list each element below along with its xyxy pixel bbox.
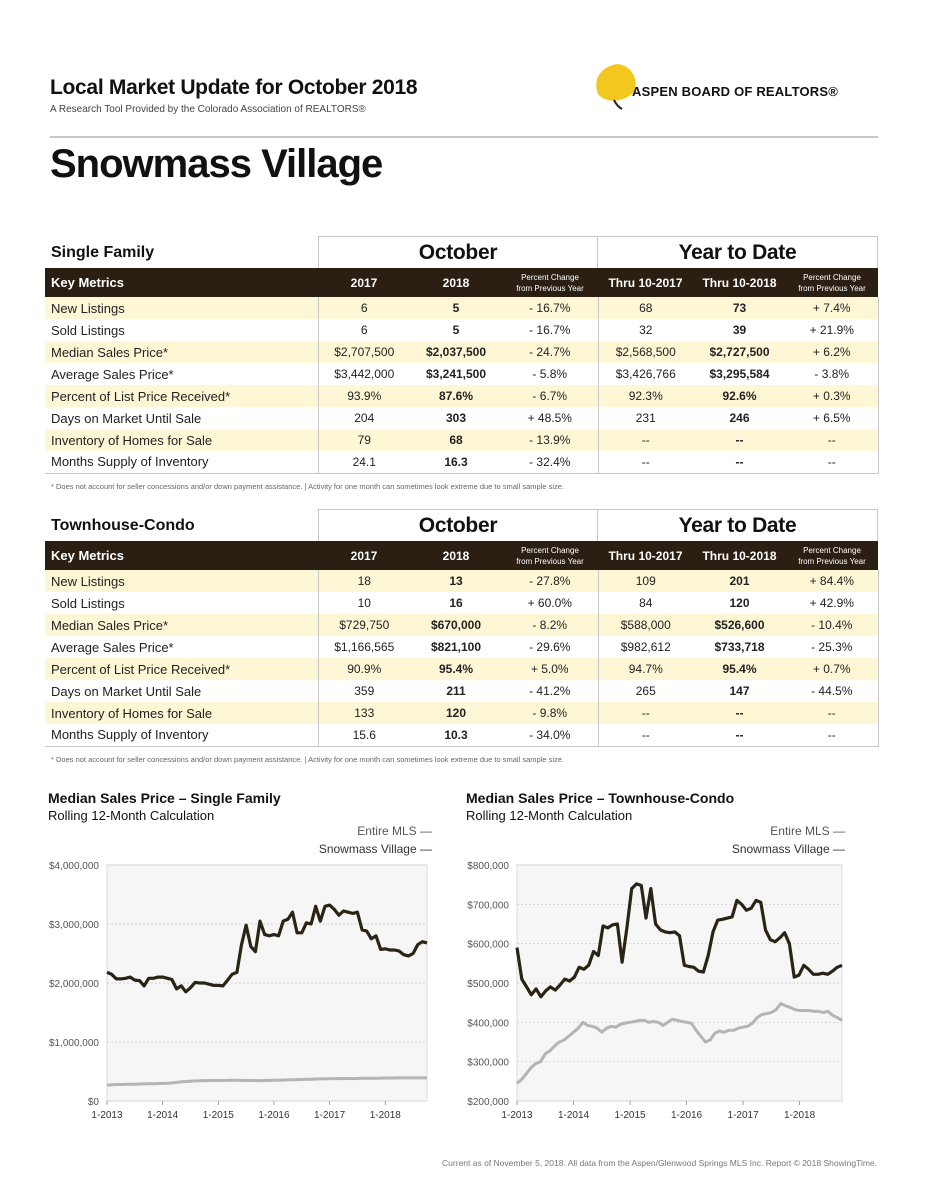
value-oct-2017: $729,750 bbox=[318, 614, 410, 636]
legend-local: Snowmass Village — bbox=[318, 842, 432, 856]
value-ytd-2017: 92.3% bbox=[598, 385, 693, 407]
chart-title: Median Sales Price – Single Family bbox=[48, 790, 281, 806]
value-oct-2017: $3,442,000 bbox=[318, 363, 410, 385]
col-thru-2018: Thru 10-2018 bbox=[702, 548, 777, 563]
value-ytd-pct-change: - 44.5% bbox=[786, 680, 878, 702]
x-tick-label: 1-2018 bbox=[784, 1110, 816, 1121]
value-ytd-pct-change: - 3.8% bbox=[786, 363, 878, 385]
x-tick-label: 1-2013 bbox=[501, 1110, 533, 1121]
value-ytd-2017: 109 bbox=[598, 570, 693, 592]
townhouse-condo-section bbox=[45, 509, 878, 764]
value-oct-2018: 95.4% bbox=[438, 662, 474, 676]
single-family-table bbox=[45, 268, 879, 474]
value-oct-2017: 15.6 bbox=[318, 724, 410, 746]
value-ytd-pct-change: -- bbox=[786, 429, 878, 451]
col-thru-2017: Thru 10-2017 bbox=[608, 275, 683, 290]
col-2018: 2018 bbox=[442, 275, 470, 290]
table-row bbox=[45, 592, 878, 614]
legend-entire-mls: Entire MLS — bbox=[770, 824, 845, 838]
table-row bbox=[45, 614, 878, 636]
metric-label: Months Supply of Inventory bbox=[45, 724, 318, 746]
value-oct-pct-change: - 16.7% bbox=[529, 323, 571, 337]
value-ytd-2018: $526,600 bbox=[714, 618, 765, 632]
y-tick-label: $700,000 bbox=[467, 900, 509, 912]
value-oct-2018: 10.3 bbox=[410, 724, 502, 746]
value-ytd-pct-change: -- bbox=[786, 724, 878, 746]
col-pct-change: Percent Change from Previous Year bbox=[516, 272, 584, 293]
y-tick-label: $400,000 bbox=[467, 1018, 509, 1030]
value-ytd-2018: -- bbox=[693, 451, 786, 473]
col-thru-2018: Thru 10-2018 bbox=[702, 275, 777, 290]
value-ytd-2017: $3,426,766 bbox=[598, 363, 693, 385]
metric-label: Average Sales Price* bbox=[51, 639, 174, 655]
value-ytd-pct-change: -- bbox=[786, 451, 878, 473]
value-oct-pct-change: - 5.8% bbox=[532, 367, 568, 381]
table-row bbox=[45, 385, 878, 407]
metric-label: Inventory of Homes for Sale bbox=[51, 705, 213, 721]
value-ytd-2017: 68 bbox=[598, 297, 693, 319]
metric-label: Days on Market Until Sale bbox=[51, 683, 202, 699]
chart-subtitle: Rolling 12-Month Calculation bbox=[466, 808, 633, 823]
value-oct-2018: $3,241,500 bbox=[425, 367, 487, 381]
table-header-row bbox=[45, 268, 878, 297]
value-oct-pct-change: - 8.2% bbox=[532, 618, 568, 632]
legend-entire-mls: Entire MLS — bbox=[357, 824, 432, 838]
table-row bbox=[45, 407, 878, 429]
value-ytd-2018: 39 bbox=[732, 323, 747, 337]
metric-label: New Listings bbox=[51, 573, 125, 589]
value-oct-2018: 68 bbox=[449, 433, 463, 447]
value-oct-pct-change: + 48.5% bbox=[527, 411, 572, 425]
key-metrics-header: Key Metrics bbox=[51, 548, 124, 563]
report-title: Local Market Update for October 2018 bbox=[50, 76, 418, 99]
value-oct-2017: 93.9% bbox=[318, 385, 410, 407]
value-oct-2018: 5 bbox=[452, 301, 460, 315]
value-oct-2018: 5 bbox=[452, 323, 460, 337]
value-ytd-2018: 73 bbox=[732, 301, 747, 315]
value-oct-pct-change: - 24.7% bbox=[529, 345, 571, 359]
value-oct-2017: 204 bbox=[318, 407, 410, 429]
value-oct-2017: 79 bbox=[318, 429, 410, 451]
chart-canvas bbox=[0, 790, 440, 1130]
ytd-header: Year to Date bbox=[597, 509, 878, 541]
x-tick-label: 1-2014 bbox=[147, 1110, 179, 1121]
table-row bbox=[45, 636, 878, 658]
value-oct-2018: 120 bbox=[445, 706, 467, 720]
value-oct-2017: 359 bbox=[318, 680, 410, 702]
single-family-section bbox=[45, 236, 878, 491]
x-tick-label: 1-2016 bbox=[258, 1110, 290, 1121]
value-ytd-pct-change: + 6.5% bbox=[786, 407, 878, 429]
value-ytd-2017: 231 bbox=[598, 407, 693, 429]
chart-title: Median Sales Price – Townhouse-Condo bbox=[466, 790, 735, 806]
value-ytd-2017: $982,612 bbox=[598, 636, 693, 658]
table-row bbox=[45, 429, 878, 451]
value-oct-2017: 10 bbox=[318, 592, 410, 614]
footnote: * Does not account for seller concessions and/or down payment assistance. | Activity for one month can sometimes look extreme due to small sample size. bbox=[51, 754, 565, 764]
value-ytd-2018: 120 bbox=[729, 596, 750, 610]
metric-label: Percent of List Price Received* bbox=[51, 661, 231, 677]
value-oct-2018: $670,000 bbox=[430, 618, 482, 632]
value-oct-pct-change: - 41.2% bbox=[529, 684, 571, 698]
value-oct-pct-change: - 32.4% bbox=[502, 451, 598, 473]
value-ytd-pct-change: -- bbox=[786, 702, 878, 724]
table-row bbox=[45, 724, 878, 746]
y-tick-label: $0 bbox=[87, 1097, 99, 1108]
value-ytd-2018: -- bbox=[735, 433, 744, 447]
col-pct-change: Percent Change from Previous Year bbox=[516, 545, 584, 566]
value-ytd-pct-change: + 21.9% bbox=[786, 319, 878, 341]
value-ytd-pct-change: + 6.2% bbox=[786, 341, 878, 363]
y-tick-label: $1,000,000 bbox=[48, 1038, 99, 1049]
y-tick-label: $500,000 bbox=[467, 979, 509, 990]
value-oct-2017: 24.1 bbox=[318, 451, 410, 473]
x-tick-label: 1-2016 bbox=[670, 1110, 703, 1121]
aspen-board-logo bbox=[588, 60, 888, 110]
value-oct-pct-change: + 60.0% bbox=[527, 596, 572, 610]
y-tick-label: $200,000 bbox=[467, 1097, 509, 1108]
metric-label: Days on Market Until Sale bbox=[51, 410, 202, 426]
value-ytd-2017: $588,000 bbox=[598, 614, 693, 636]
value-ytd-2017: -- bbox=[598, 429, 693, 451]
value-ytd-2017: 84 bbox=[598, 592, 693, 614]
value-oct-pct-change: - 27.8% bbox=[529, 574, 571, 588]
table-header-row bbox=[45, 541, 878, 570]
source-note: Current as of November 5, 2018. All data from the Aspen/Glenwood Springs MLS Inc. Report © 2018 ShowingTime. bbox=[442, 1158, 877, 1168]
value-oct-2018: 303 bbox=[445, 411, 467, 425]
value-ytd-2018: 147 bbox=[729, 684, 750, 698]
metric-label: Median Sales Price* bbox=[51, 344, 169, 360]
value-ytd-2017: 94.7% bbox=[598, 658, 693, 680]
october-header: October bbox=[318, 236, 598, 268]
y-tick-label: $3,000,000 bbox=[48, 920, 99, 931]
metric-label: Sold Listings bbox=[51, 595, 125, 611]
value-oct-pct-change: + 5.0% bbox=[530, 662, 569, 676]
value-oct-2017: 133 bbox=[318, 702, 410, 724]
value-oct-pct-change: - 13.9% bbox=[529, 433, 571, 447]
value-oct-2017: 6 bbox=[318, 297, 410, 319]
value-ytd-pct-change: - 10.4% bbox=[786, 614, 878, 636]
table-row bbox=[45, 451, 878, 473]
x-tick-label: 1-2017 bbox=[727, 1110, 759, 1121]
value-ytd-2017: -- bbox=[598, 724, 693, 746]
col-2017: 2017 bbox=[350, 548, 378, 563]
table-row bbox=[45, 658, 878, 680]
table-row bbox=[45, 319, 878, 341]
value-oct-pct-change: - 29.6% bbox=[529, 640, 571, 654]
col-thru-2017: Thru 10-2017 bbox=[608, 548, 683, 563]
value-ytd-2018: -- bbox=[735, 706, 744, 720]
key-metrics-header: Key Metrics bbox=[51, 275, 124, 290]
value-oct-pct-change: - 16.7% bbox=[529, 301, 571, 315]
value-ytd-pct-change: + 0.3% bbox=[786, 385, 878, 407]
footnote: * Does not account for seller concessions and/or down payment assistance. | Activity for one month can sometimes look extreme due to small sample size. bbox=[51, 481, 565, 491]
value-ytd-2018: 95.4% bbox=[722, 662, 757, 676]
legend-local: Snowmass Village — bbox=[731, 842, 845, 856]
table-row bbox=[45, 702, 878, 724]
metric-label: Average Sales Price* bbox=[51, 366, 174, 382]
value-oct-2018: 16.3 bbox=[410, 451, 502, 473]
value-ytd-pct-change: + 0.7% bbox=[786, 658, 878, 680]
value-ytd-2017: $2,568,500 bbox=[598, 341, 693, 363]
metric-label: Inventory of Homes for Sale bbox=[51, 432, 213, 448]
col-pct-change-ytd: Percent Change from Previous Year bbox=[798, 272, 866, 293]
value-oct-2017: $1,166,565 bbox=[318, 636, 410, 658]
y-tick-label: $4,000,000 bbox=[48, 861, 99, 872]
value-ytd-2018: 246 bbox=[729, 411, 750, 425]
value-ytd-pct-change: + 42.9% bbox=[786, 592, 878, 614]
y-tick-label: $800,000 bbox=[467, 861, 509, 872]
value-oct-2018: 87.6% bbox=[438, 389, 474, 403]
ytd-header: Year to Date bbox=[597, 236, 878, 268]
value-ytd-2018: 92.6% bbox=[722, 389, 757, 403]
chart-townhouse-condo bbox=[415, 790, 845, 1130]
section-label: Townhouse-Condo bbox=[51, 517, 195, 534]
value-oct-2018: 16 bbox=[449, 596, 463, 610]
x-tick-label: 1-2015 bbox=[202, 1110, 234, 1121]
logo-text: ASPEN BOARD OF REALTORS® bbox=[632, 84, 839, 99]
metric-label: Sold Listings bbox=[51, 322, 125, 338]
value-ytd-2018: $3,295,584 bbox=[709, 367, 770, 381]
value-ytd-2018: 201 bbox=[729, 574, 750, 588]
metric-label: New Listings bbox=[51, 300, 125, 316]
table-row bbox=[45, 297, 878, 319]
col-pct-change-ytd: Percent Change from Previous Year bbox=[798, 545, 866, 566]
col-2017: 2017 bbox=[350, 275, 378, 290]
chart-subtitle: Rolling 12-Month Calculation bbox=[48, 808, 215, 823]
value-oct-2018: 211 bbox=[446, 684, 466, 698]
value-ytd-2017: 32 bbox=[598, 319, 693, 341]
table-row bbox=[45, 680, 878, 702]
y-tick-label: $600,000 bbox=[467, 939, 509, 951]
value-oct-2018: 13 bbox=[449, 574, 463, 588]
header-divider bbox=[50, 136, 878, 138]
report-subtitle: A Research Tool Provided by the Colorado Association of REALTORS® bbox=[50, 104, 366, 115]
x-tick-label: 1-2015 bbox=[614, 1110, 646, 1121]
october-header: October bbox=[318, 509, 598, 541]
x-tick-label: 1-2018 bbox=[369, 1110, 401, 1121]
value-oct-2018: $821,100 bbox=[430, 640, 482, 654]
chart-canvas bbox=[415, 790, 855, 1130]
y-tick-label: $300,000 bbox=[467, 1057, 509, 1069]
table-row bbox=[45, 363, 878, 385]
table-row bbox=[45, 570, 878, 592]
x-tick-label: 1-2017 bbox=[314, 1110, 346, 1121]
metric-label: Months Supply of Inventory bbox=[45, 451, 318, 473]
col-2018: 2018 bbox=[442, 548, 470, 563]
townhouse-condo-table bbox=[45, 541, 879, 747]
value-oct-2017: $2,707,500 bbox=[318, 341, 410, 363]
table-row bbox=[45, 341, 878, 363]
value-oct-2017: 18 bbox=[318, 570, 410, 592]
value-ytd-2017: -- bbox=[598, 451, 693, 473]
value-ytd-pct-change: + 7.4% bbox=[786, 297, 878, 319]
value-ytd-2018: $733,718 bbox=[714, 640, 765, 654]
value-ytd-2018: $2,727,500 bbox=[709, 345, 770, 359]
value-oct-2018: $2,037,500 bbox=[425, 345, 487, 359]
place-title: Snowmass Village bbox=[50, 142, 383, 186]
value-ytd-2017: -- bbox=[598, 702, 693, 724]
y-tick-label: $2,000,000 bbox=[48, 979, 99, 990]
value-oct-pct-change: - 34.0% bbox=[502, 724, 598, 746]
metric-label: Percent of List Price Received* bbox=[51, 388, 231, 404]
value-ytd-2017: 265 bbox=[598, 680, 693, 702]
metric-label: Median Sales Price* bbox=[51, 617, 169, 633]
value-ytd-2018: -- bbox=[693, 724, 786, 746]
value-ytd-pct-change: - 25.3% bbox=[786, 636, 878, 658]
value-oct-2017: 90.9% bbox=[318, 658, 410, 680]
value-ytd-pct-change: + 84.4% bbox=[786, 570, 878, 592]
x-tick-label: 1-2013 bbox=[91, 1110, 123, 1121]
value-oct-pct-change: - 9.8% bbox=[532, 706, 568, 720]
value-oct-2017: 6 bbox=[318, 319, 410, 341]
value-oct-pct-change: - 6.7% bbox=[532, 389, 568, 403]
chart-single-family bbox=[0, 790, 432, 1130]
section-label: Single Family bbox=[51, 244, 155, 261]
x-tick-label: 1-2014 bbox=[557, 1110, 590, 1121]
